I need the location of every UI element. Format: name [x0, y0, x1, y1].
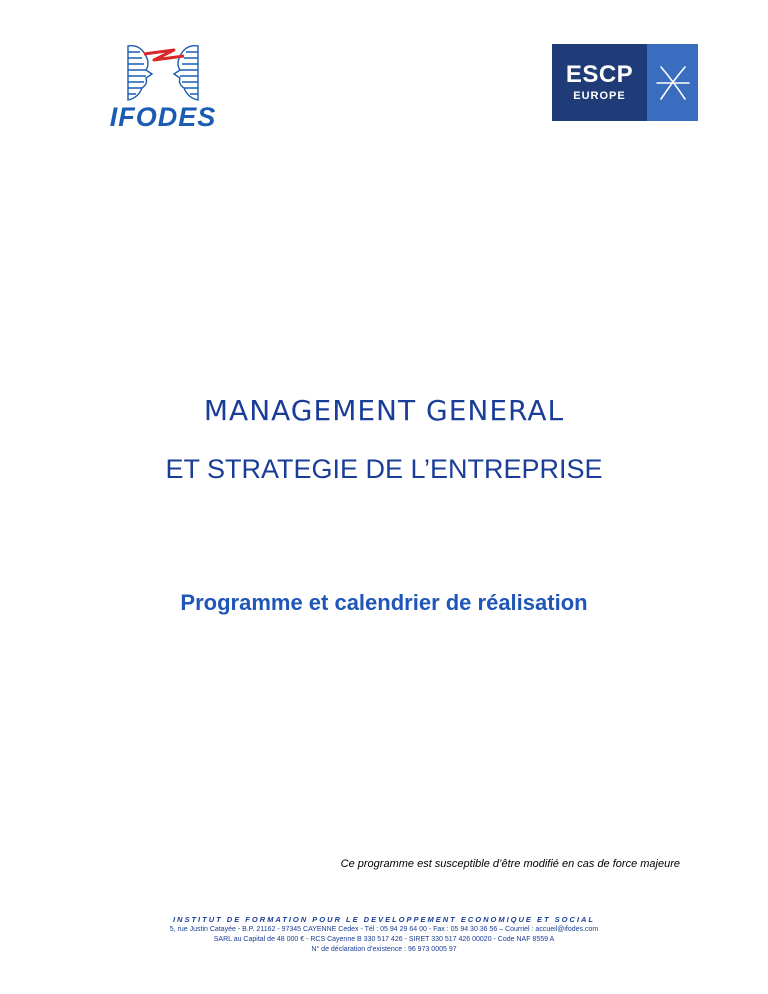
footer	[0, 914, 768, 955]
ifodes-logo	[88, 40, 238, 130]
escp-logo-star-block	[647, 44, 698, 121]
escp-logo-text-block	[552, 44, 647, 121]
footer-declaration: N° de déclaration d’existence : 96 973 0005 97	[311, 946, 457, 953]
footer-address: 5, rue Justin Catayée - B.P. 21162 - 97345 CAYENNE Cedex - Tél : 05 94 29 64 00 - Fax : 05 94 30 36 56 – Courriel : accueil@ifodes.com	[169, 926, 599, 933]
escp-logo-main: ESCP	[565, 61, 634, 88]
document-title-line-2: ET STRATEGIE DE L’ENTREPRISE	[165, 454, 603, 484]
document-title-line-1: MANAGEMENT GENERAL	[203, 394, 565, 427]
document-subtitle: Programme et calendrier de réalisation	[180, 590, 588, 615]
disclaimer-note: Ce programme est susceptible d’être modifié en cas de force majeure	[340, 858, 680, 870]
footer-institute-name: INSTITUT DE FORMATION POUR LE DEVELOPPEMENT ECONOMIQUE ET SOCIAL	[172, 915, 596, 924]
escp-logo-sub: EUROPE	[573, 90, 626, 102]
escp-europe-logo	[552, 44, 698, 121]
ifodes-logo-graphic	[88, 40, 238, 130]
ifodes-wordmark: IFODES	[109, 102, 217, 130]
footer-registration: SARL au Capital de 48 000 € - RCS Cayenne B 330 517 426 - SIRET 330 517 426 00020 - Code NAF 8559 A	[213, 936, 555, 943]
escp-star-icon	[653, 53, 693, 113]
